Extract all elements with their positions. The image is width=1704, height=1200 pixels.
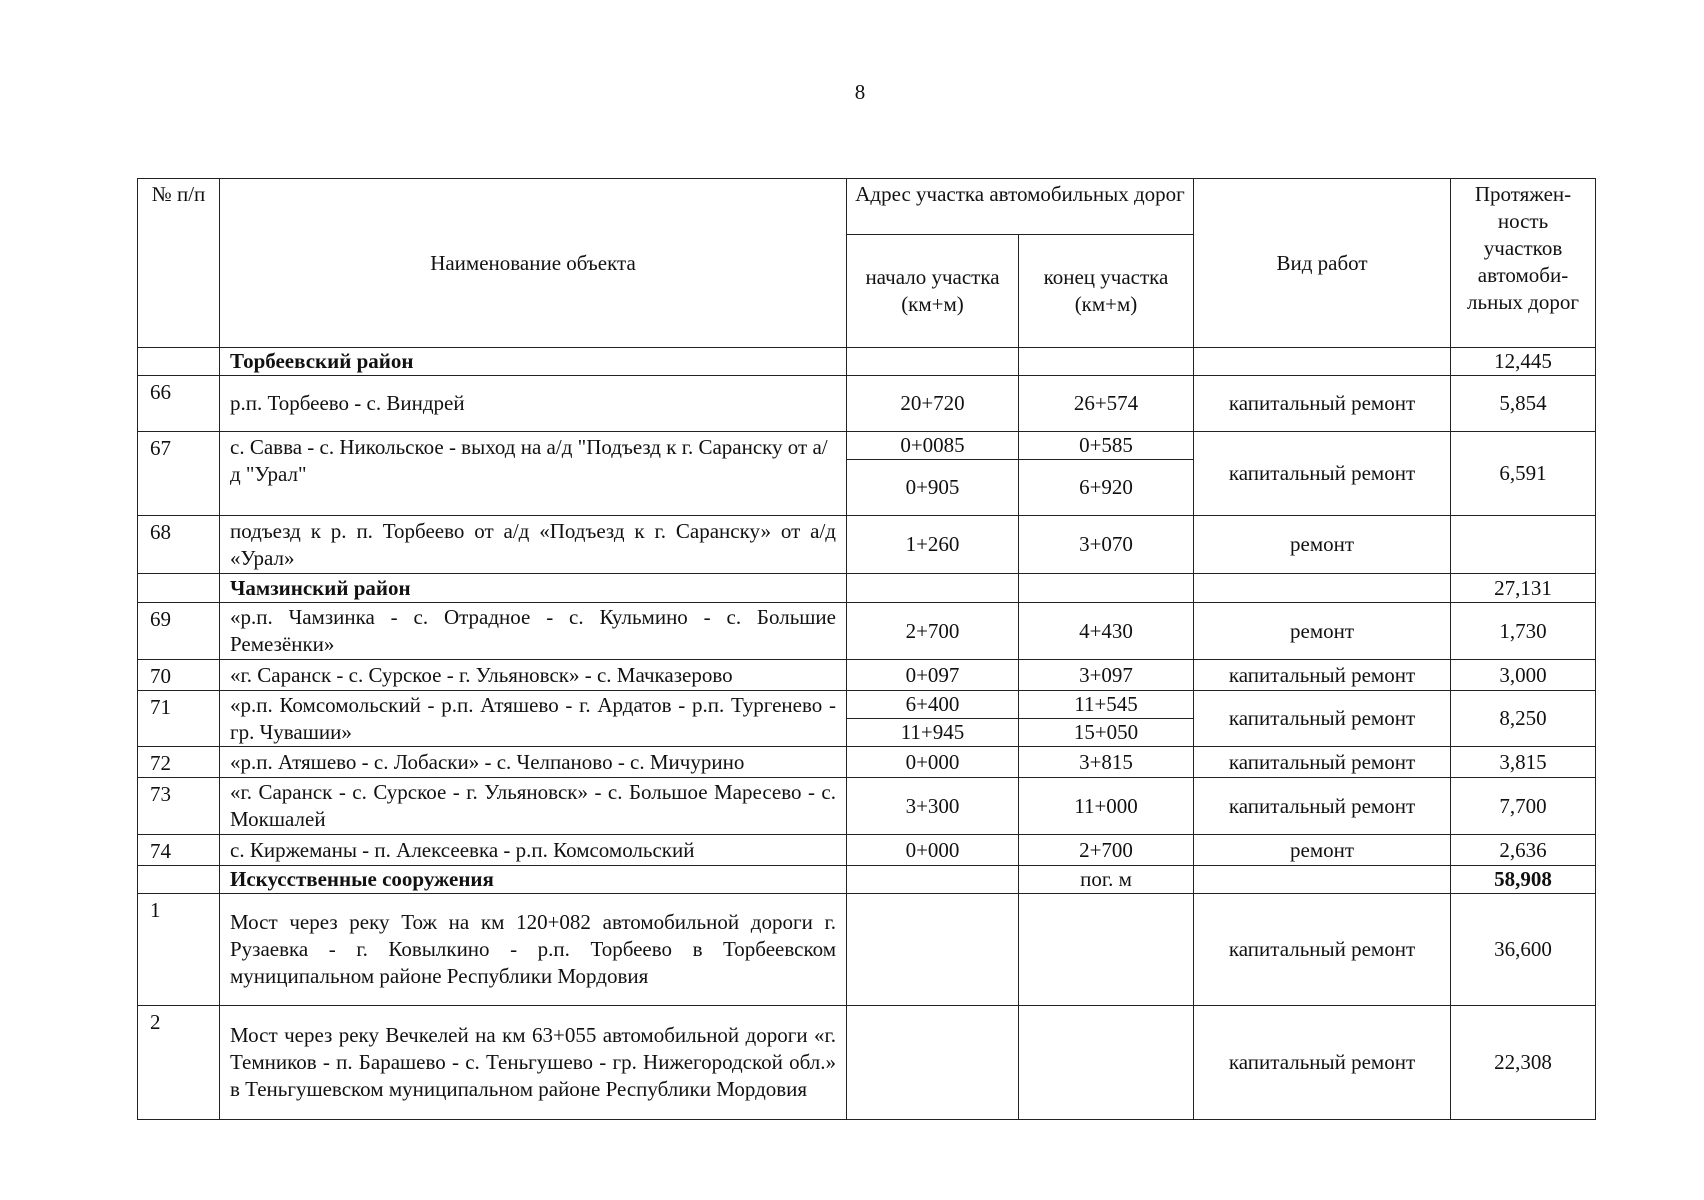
work-type: капитальный ремонт: [1194, 894, 1451, 1006]
object-name: Мост через реку Тож на км 120+082 автомобильной дороги г. Рузаевка - г. Ковылкино - р.п. Торбеево в Торбеевском муниципальном районе Республики Мордовия: [220, 894, 847, 1006]
table-row: [138, 747, 1596, 778]
road-length: [1451, 516, 1596, 574]
road-length: 7,700: [1451, 778, 1596, 835]
road-length: 1,730: [1451, 603, 1596, 660]
end-km: 3+070: [1019, 516, 1194, 574]
object-name: с. Киржеманы - п. Алексеевка - р.п. Комсомольский: [220, 835, 847, 866]
start-km: 3+300: [847, 778, 1019, 835]
road-length: 8,250: [1451, 691, 1596, 747]
work-type: капитальный ремонт: [1194, 778, 1451, 835]
section-row: [138, 574, 1596, 603]
work-type: ремонт: [1194, 603, 1451, 660]
table-row: [138, 691, 1596, 719]
header-end: конец участка (км+м): [1019, 235, 1194, 348]
end-km: 4+430: [1019, 603, 1194, 660]
end-km: 3+815: [1019, 747, 1194, 778]
road-length: 3,000: [1451, 660, 1596, 691]
start-km: 0+0085: [847, 432, 1019, 460]
object-name: «г. Саранск - с. Сурское - г. Ульяновск» - с. Мачказерово: [220, 660, 847, 691]
road-length: 36,600: [1451, 894, 1596, 1006]
end-km: 11+000: [1019, 778, 1194, 835]
table-row: [138, 660, 1596, 691]
header-name: Наименование объекта: [220, 179, 847, 348]
row-number: 2: [138, 1006, 220, 1120]
object-name: р.п. Торбеево - с. Виндрей: [220, 376, 847, 432]
object-name: подъезд к р. п. Торбеево от а/д «Подъезд к г. Саранску» от а/д «Урал»: [220, 516, 847, 574]
start-km: 0+097: [847, 660, 1019, 691]
road-length: 22,308: [1451, 1006, 1596, 1120]
object-name: «р.п. Комсомольский - р.п. Атяшево - г. Ардатов - р.п. Тургенево - гр. Чувашии»: [220, 691, 847, 747]
row-number: 66: [138, 376, 220, 432]
end-km: 11+545: [1019, 691, 1194, 719]
row-number: 73: [138, 778, 220, 835]
table-row: [138, 778, 1596, 835]
start-km: 2+700: [847, 603, 1019, 660]
end-km: 2+700: [1019, 835, 1194, 866]
end-km: 15+050: [1019, 719, 1194, 747]
start-km: 0+000: [847, 747, 1019, 778]
work-type: капитальный ремонт: [1194, 691, 1451, 747]
work-type: капитальный ремонт: [1194, 376, 1451, 432]
header-row: [138, 179, 1596, 235]
section-row: [138, 866, 1596, 894]
object-name: «р.п. Атяшево - с. Лобаски» - с. Челпаново - с. Мичурино: [220, 747, 847, 778]
header-work: Вид работ: [1194, 179, 1451, 348]
row-number: 1: [138, 894, 220, 1006]
object-name: Мост через реку Вечкелей на км 63+055 автомобильной дороги «г. Темников - п. Барашево - с. Теньгушево - гр. Нижегородской обл.» в Теньгушевском муниципальном районе Республики Мордовия: [220, 1006, 847, 1120]
start-km: 11+945: [847, 719, 1019, 747]
row-number: 68: [138, 516, 220, 574]
end-km: 0+585: [1019, 432, 1194, 460]
row-number: 71: [138, 691, 220, 747]
start-km: 1+260: [847, 516, 1019, 574]
table-row: [138, 1006, 1596, 1120]
row-number: 69: [138, 603, 220, 660]
table-row: [138, 835, 1596, 866]
road-length: 2,636: [1451, 835, 1596, 866]
start-km: 0+905: [847, 460, 1019, 516]
table-row: [138, 432, 1596, 460]
work-type: капитальный ремонт: [1194, 432, 1451, 516]
road-length: 5,854: [1451, 376, 1596, 432]
section-title: Торбеевский район: [220, 348, 847, 376]
road-works-table: [137, 178, 1596, 1120]
header-address: Адрес участка автомобильных дорог: [847, 179, 1194, 235]
header-start: начало участка (км+м): [847, 235, 1019, 348]
table-row: [138, 603, 1596, 660]
work-type: капитальный ремонт: [1194, 1006, 1451, 1120]
start-km: 6+400: [847, 691, 1019, 719]
work-type: капитальный ремонт: [1194, 747, 1451, 778]
section-title: Чамзинский район: [220, 574, 847, 603]
road-length: 6,591: [1451, 432, 1596, 516]
object-name: «г. Саранск - с. Сурское - г. Ульяновск» - с. Большое Маресево - с. Мокшалей: [220, 778, 847, 835]
work-type: ремонт: [1194, 835, 1451, 866]
start-km: 0+000: [847, 835, 1019, 866]
row-number: 70: [138, 660, 220, 691]
work-type: ремонт: [1194, 516, 1451, 574]
end-km: 3+097: [1019, 660, 1194, 691]
header-num: № п/п: [138, 179, 220, 348]
section-title: Искусственные сооружения: [220, 866, 847, 894]
object-name: «р.п. Чамзинка - с. Отрадное - с. Кульмино - с. Большие Ремезёнки»: [220, 603, 847, 660]
section-total: 58,908: [1451, 866, 1596, 894]
header-length: Протяжен-ность участков автомоби-льных дорог: [1451, 179, 1596, 348]
start-km: 20+720: [847, 376, 1019, 432]
end-km: 6+920: [1019, 460, 1194, 516]
table-row: [138, 376, 1596, 432]
section-total: 12,445: [1451, 348, 1596, 376]
page-number: 8: [854, 80, 866, 104]
row-number: 74: [138, 835, 220, 866]
table-row: [138, 516, 1596, 574]
object-name: с. Савва - с. Никольское - выход на а/д "Подъезд к г. Саранску от а/д "Урал": [220, 432, 847, 516]
end-km: 26+574: [1019, 376, 1194, 432]
road-length: 3,815: [1451, 747, 1596, 778]
section-row: [138, 348, 1596, 376]
table-row: [138, 894, 1596, 1006]
work-type: капитальный ремонт: [1194, 660, 1451, 691]
section-unit: пог. м: [1019, 866, 1194, 894]
section-total: 27,131: [1451, 574, 1596, 603]
row-number: 67: [138, 432, 220, 516]
row-number: 72: [138, 747, 220, 778]
